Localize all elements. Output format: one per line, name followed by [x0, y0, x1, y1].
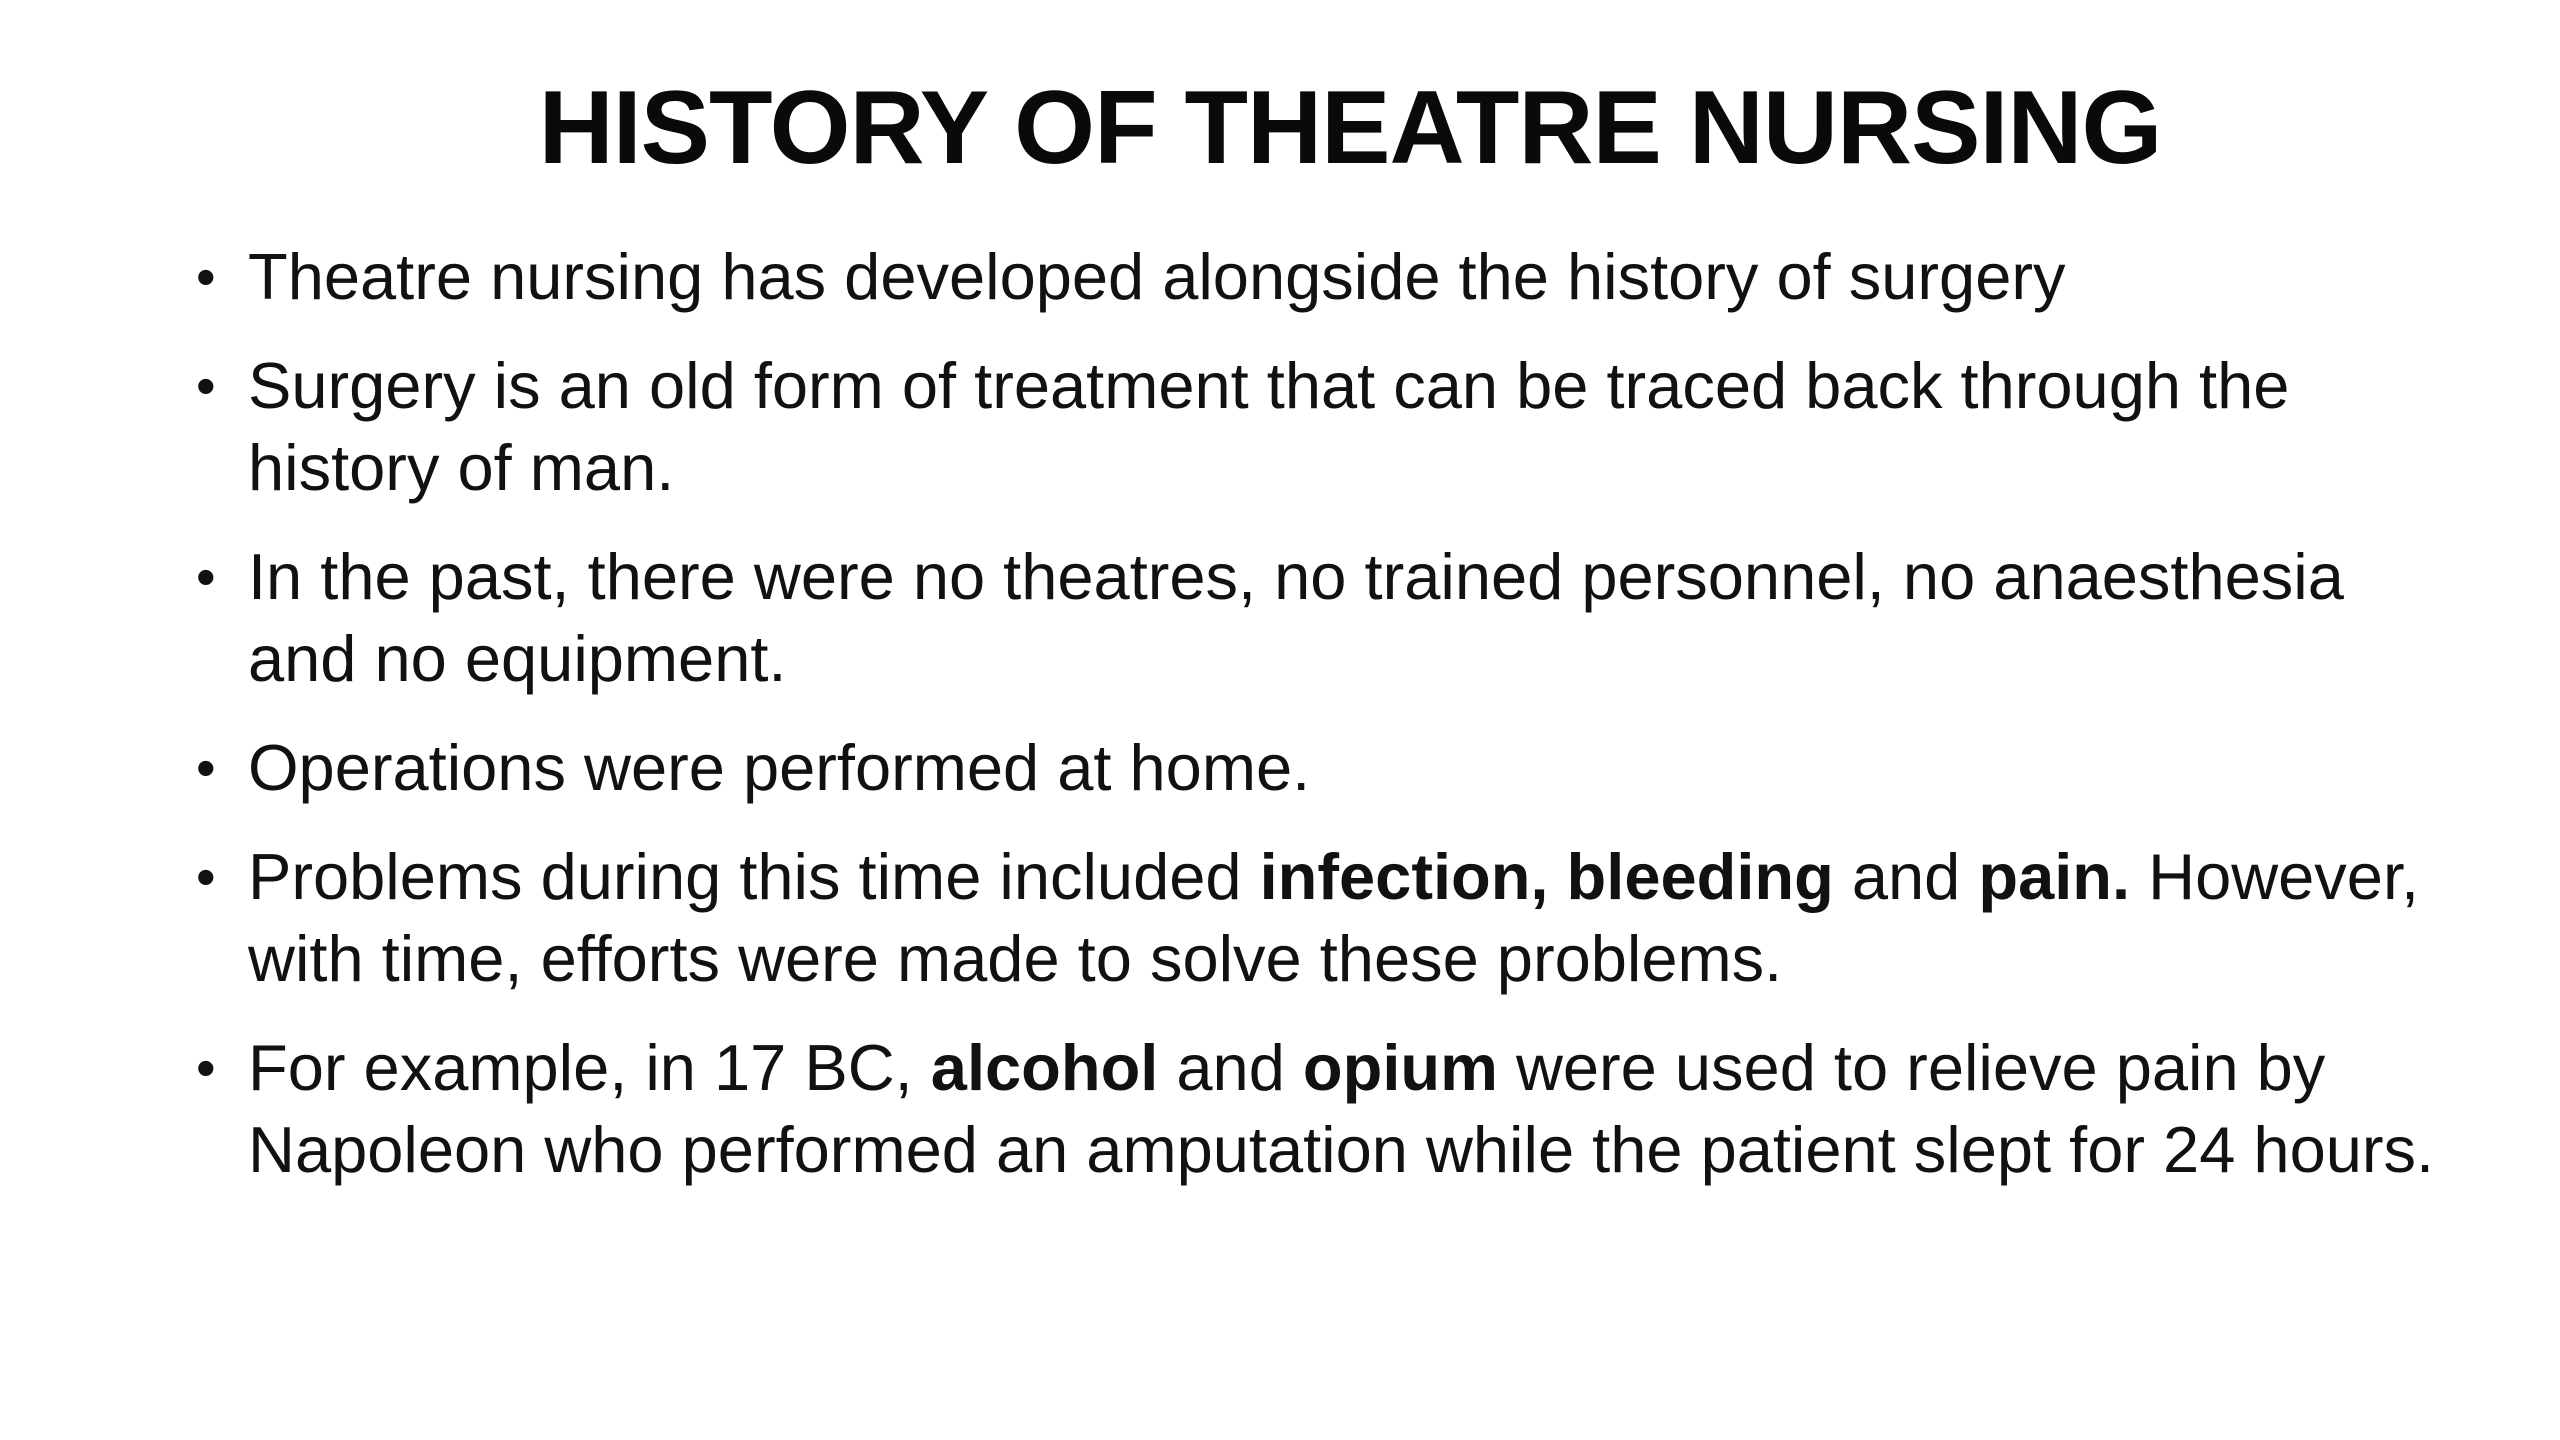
bullet-text-emphasis: opium — [1302, 1031, 1498, 1104]
bullet-text — [248, 731, 1310, 804]
bullet-item — [196, 1027, 2436, 1191]
bullet-icon: • — [196, 1036, 216, 1099]
bullet-item — [196, 727, 2436, 809]
bullet-text-emphasis: pain. — [1978, 840, 2131, 913]
bullet-list — [196, 236, 2436, 1218]
bullet-text-part: For example, in 17 BC, — [248, 1031, 931, 1104]
slide-title: HISTORY OF THEATRE NURSING — [538, 70, 2162, 186]
bullet-item — [196, 836, 2436, 1000]
bullet-text-emphasis: infection, bleeding — [1259, 840, 1834, 913]
bullet-text-part: Problems during this time included — [248, 840, 1260, 913]
bullet-icon: • — [196, 736, 216, 799]
bullet-icon: • — [196, 845, 216, 908]
bullet-text — [248, 840, 2419, 995]
bullet-item — [196, 236, 2436, 318]
bullet-text-part: Theatre nursing has developed alongside the history of surgery — [248, 240, 2066, 313]
bullet-icon: • — [196, 354, 216, 417]
bullet-text — [248, 240, 2066, 313]
bullet-icon: • — [196, 545, 216, 608]
bullet-text — [248, 540, 2344, 695]
bullet-text-part: and — [1158, 1031, 1303, 1104]
bullet-text-part: In the past, there were no theatres, no trained personnel, no anaesthesia and no equipment. — [248, 540, 2344, 695]
bullet-text-part: Surgery is an old form of treatment that can be traced back through the history of man. — [248, 349, 2290, 504]
bullet-text-part: Operations were performed at home. — [248, 731, 1311, 804]
bullet-item — [196, 536, 2436, 700]
bullet-text-emphasis: alcohol — [930, 1031, 1159, 1104]
bullet-icon: • — [196, 245, 216, 308]
bullet-text-part: and — [1833, 840, 1979, 913]
bullet-text-part: were used to relieve pain by Napoleon who performed an amputation while the patient slept for 24 hours. — [248, 1031, 2435, 1186]
bullet-item — [196, 345, 2436, 509]
bullet-text — [248, 1031, 2434, 1186]
bullet-text — [248, 349, 2289, 504]
bullet-text-part: However, with time, efforts were made to solve these problems. — [248, 840, 2420, 995]
